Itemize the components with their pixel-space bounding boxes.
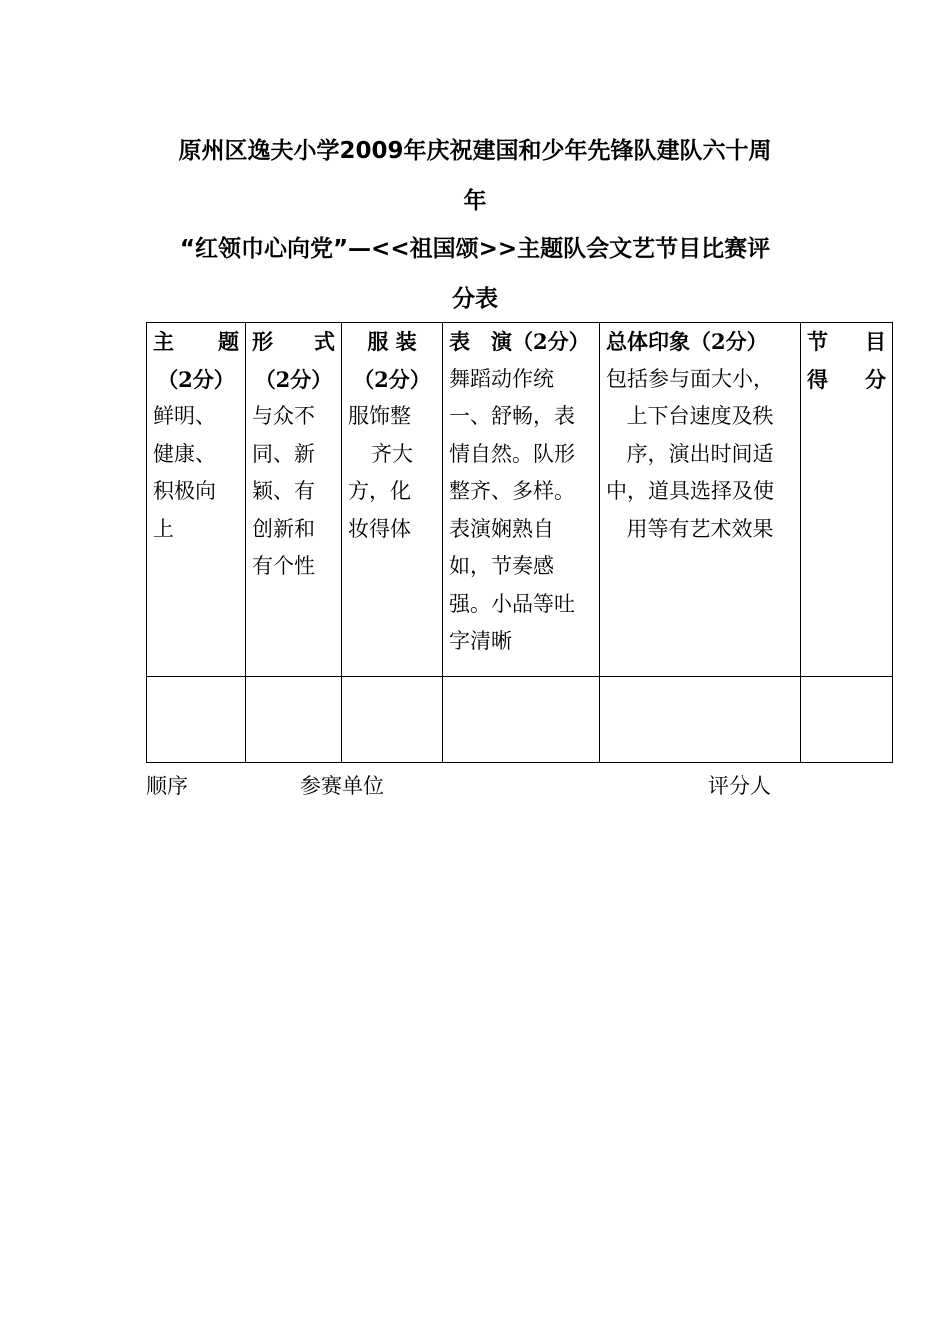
title-line-4: 分表 — [452, 286, 498, 312]
criteria-costume-desc-3: 方，化 — [348, 479, 411, 503]
criteria-form-points: （2分） — [254, 366, 333, 392]
score-entry-theme[interactable] — [147, 677, 246, 763]
criteria-theme-cell — [147, 323, 246, 677]
criteria-costume-desc-2: 齐大 — [371, 441, 413, 466]
criteria-form-desc-3: 颖、有 — [252, 479, 315, 503]
footer-unit-label: 参赛单位 — [300, 774, 384, 798]
criteria-costume-desc-1: 服饰整 — [348, 404, 411, 428]
criteria-impression-desc-2: 上下台速度及秩 — [626, 404, 774, 428]
criteria-theme-desc-3: 积极向 — [153, 479, 216, 503]
criteria-performance-cell — [443, 323, 600, 677]
criteria-impression-desc-5: 用等有艺术效果 — [626, 516, 774, 541]
criteria-theme-desc-4: 上 — [153, 516, 174, 541]
title-line-2: 年 — [463, 188, 487, 214]
criteria-impression-heading: 总体印象（2分） — [606, 329, 768, 354]
program-score-heading-2: 得 分 — [807, 366, 886, 392]
criteria-costume-desc-4: 妆得体 — [348, 516, 411, 541]
criteria-performance-desc-8: 字清晰 — [449, 629, 512, 653]
criteria-impression-desc-1: 包括参与面大小， — [606, 366, 774, 391]
score-table — [146, 322, 893, 763]
program-score-header-cell — [801, 323, 893, 677]
score-entry-performance[interactable] — [443, 677, 600, 763]
criteria-impression-cell — [600, 323, 801, 677]
criteria-impression-desc-3: 序，演出时间适 — [626, 441, 774, 466]
criteria-performance-desc-5: 表演娴熟自 — [449, 516, 554, 541]
score-entry-total[interactable] — [801, 677, 893, 763]
footer-order-label: 顺序 — [146, 774, 188, 798]
criteria-costume-points: （2分） — [353, 366, 431, 392]
criteria-costume-cell — [342, 323, 443, 677]
criteria-performance-desc-1: 舞蹈动作统 — [449, 366, 554, 391]
criteria-row — [147, 323, 893, 677]
criteria-theme-desc-1: 鲜明、 — [153, 404, 216, 428]
footer-judge-label: 评分人 — [708, 774, 771, 798]
score-entry-row — [147, 677, 893, 763]
criteria-form-desc-1: 与众不 — [252, 404, 315, 428]
criteria-theme-points: （2分） — [157, 366, 235, 392]
criteria-form-cell — [246, 323, 342, 677]
criteria-costume-heading: 服 装 — [367, 329, 417, 354]
score-entry-impression[interactable] — [600, 677, 801, 763]
criteria-performance-desc-7: 强。小品等吐 — [449, 591, 575, 616]
criteria-form-desc-5: 有个性 — [252, 554, 315, 578]
criteria-impression-desc-4: 中，道具选择及使 — [606, 479, 774, 503]
criteria-form-heading: 形 式 — [252, 329, 335, 354]
program-score-heading-1: 节 目 — [807, 329, 886, 354]
title-line-3: “红领巾心向党”—<<祖国颂>>主题队会文艺节目比赛评 — [179, 236, 771, 262]
score-entry-costume[interactable] — [342, 677, 443, 763]
criteria-form-desc-2: 同、新 — [252, 441, 315, 466]
criteria-performance-desc-2: 一、舒畅，表 — [449, 404, 575, 428]
criteria-performance-desc-3: 情自然。队形 — [449, 441, 575, 466]
title-line-1: 原州区逸夫小学2009年庆祝建国和少年先锋队建队六十周 — [178, 138, 772, 164]
criteria-theme-heading: 主 题 — [153, 329, 239, 354]
criteria-performance-heading: 表 演（2分） — [449, 329, 590, 354]
criteria-performance-desc-4: 整齐、多样。 — [449, 479, 575, 503]
score-entry-form[interactable] — [246, 677, 342, 763]
criteria-performance-desc-6: 如，节奏感 — [449, 554, 554, 578]
criteria-theme-desc-2: 健康、 — [153, 441, 216, 466]
criteria-form-desc-4: 创新和 — [252, 516, 315, 541]
